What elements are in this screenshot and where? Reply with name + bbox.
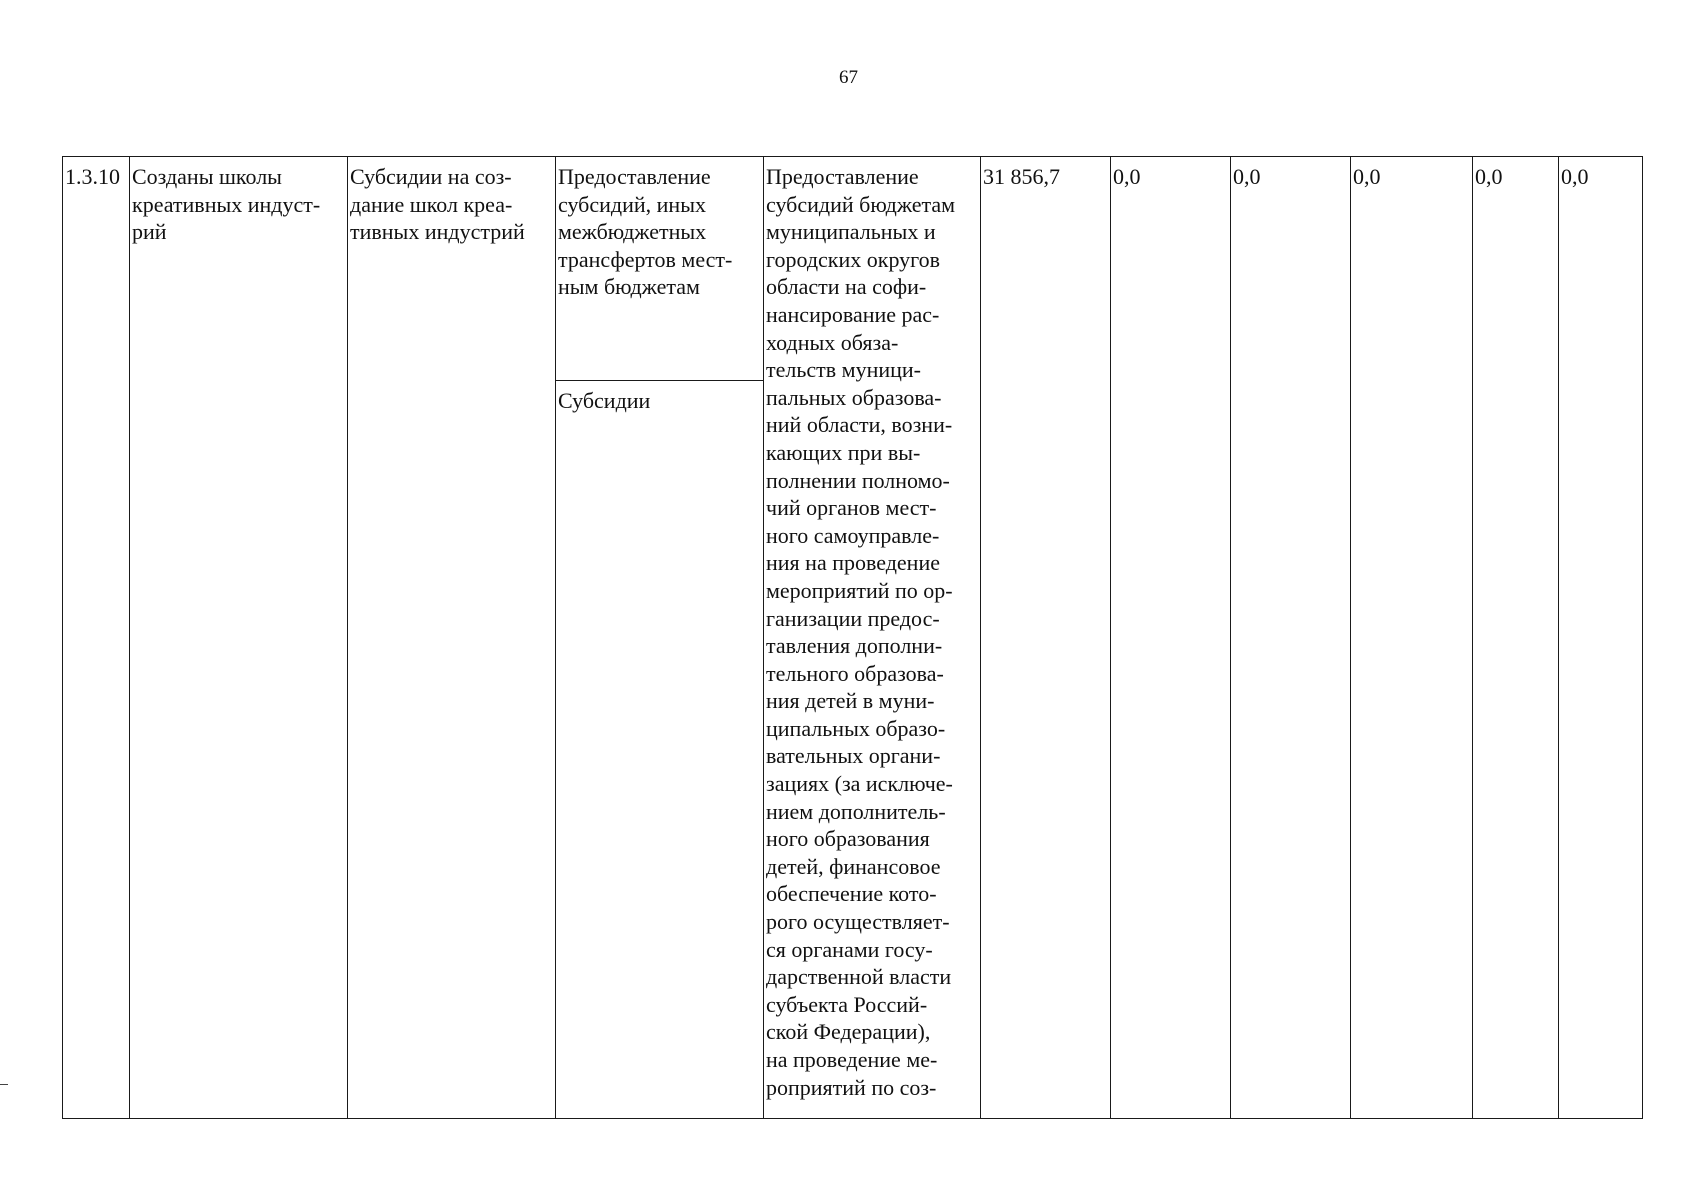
row-number: 1.3.10 (65, 164, 120, 189)
value-year-5: 0,0 (1561, 164, 1589, 189)
activity-cell (348, 157, 556, 1119)
budget-table (62, 156, 1643, 1119)
scan-mark (0, 1084, 8, 1085)
row-number-cell (63, 157, 130, 1119)
value-year-2: 0,0 (1233, 164, 1261, 189)
description-cell (764, 157, 981, 1119)
mechanism-bottom (556, 381, 763, 1118)
mechanism-cell (556, 157, 764, 1119)
result-text: Созданы школы креативных индуст- рий (132, 164, 321, 245)
table-row (63, 157, 1643, 1119)
value-cell (1231, 157, 1351, 1119)
mechanism-bottom-text: Субсидии (558, 388, 651, 413)
activity-text: Субсидии на соз- дание школ креа- тивных индустрий (350, 164, 525, 245)
value-cell (1111, 157, 1231, 1119)
value-year-3: 0,0 (1353, 164, 1381, 189)
value-year-1: 0,0 (1113, 164, 1141, 189)
description-text: Предоставление субсидий бюджетам муниципальных и городских округов области на софи- нансирование рас- ходных обяза- тельств муници- пальных образова- ний области, возни- кающих при вы- полнении полномо- чий органов мест- ного самоуправле- ния на проведение мероприятий по ор- ганизации предос- тавления дополни- тельного образова- ния детей в муни- ципальных образо- вательных органи- зациях (за исключе- нием дополнитель- ного образования детей, финансовое обеспечение кото- рого осуществляет- ся органами госу- дарственной власти субъекта Россий- ской Федерации), на проведение ме- роприятий по соз- (766, 164, 956, 1100)
result-cell (130, 157, 348, 1119)
mechanism-split (556, 157, 763, 1118)
value-cell (1351, 157, 1473, 1119)
value-total: 31 856,7 (983, 164, 1060, 189)
mechanism-top (556, 157, 763, 381)
value-year-4: 0,0 (1475, 164, 1503, 189)
value-cell (981, 157, 1111, 1119)
value-cell (1559, 157, 1643, 1119)
mechanism-top-text: Предоставление субсидий, иных межбюджетных трансфертов мест- ным бюджетам (558, 164, 733, 300)
page-number: 67 (839, 67, 858, 88)
value-cell (1473, 157, 1559, 1119)
